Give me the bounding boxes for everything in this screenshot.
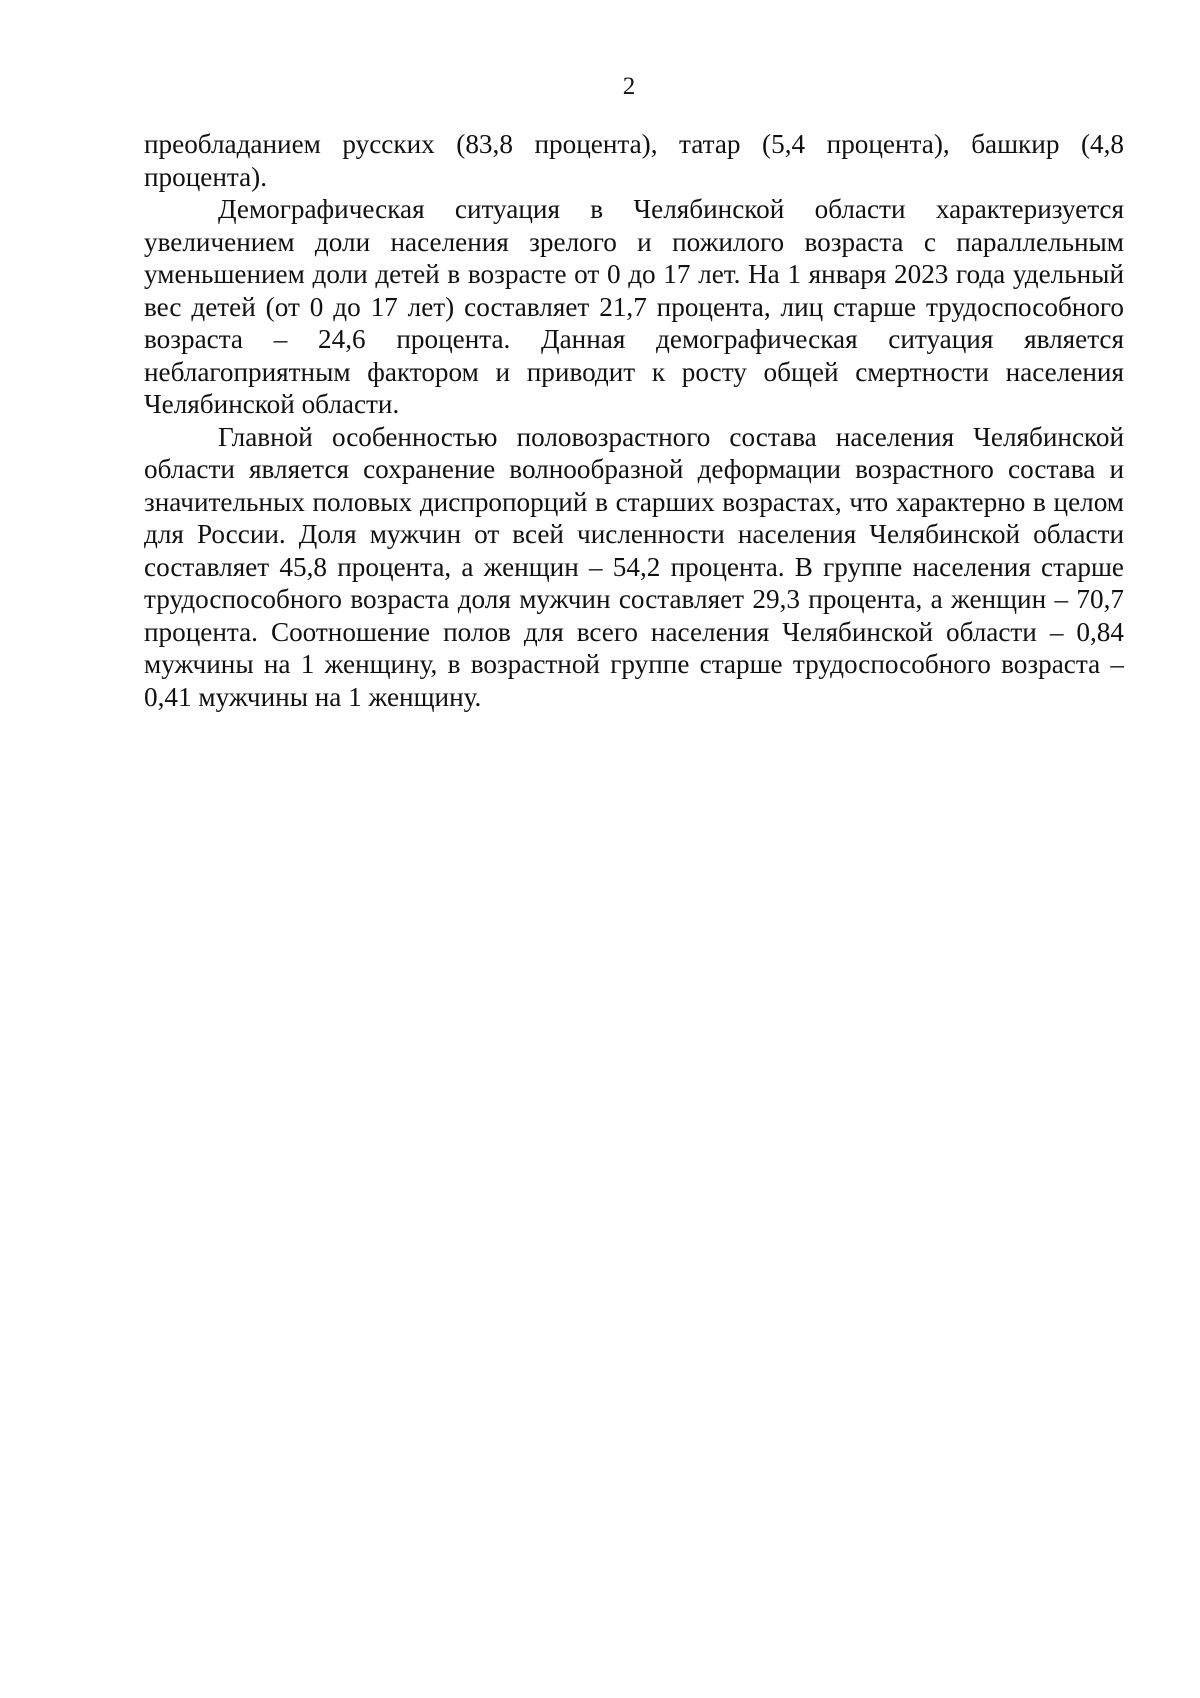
paragraph-ethnic-composition: преобладанием русских (83,8 процента), татар (5,4 процента), башкир (4,8 процента). [144, 129, 1124, 192]
paragraph-demographic-situation: Демографическая ситуация в Челябинской области характеризуется увеличением доли населения зрелого и пожилого возраста с параллельным уменьшением доли детей в возрасте от 0 до 17 лет. На 1 января 2023 года удельный вес детей (от 0 до 17 лет) составляет 21,7 процента, лиц старше трудоспособного возраста – 24,6 процента. Данная демографическая ситуация является неблагоприятным фактором и приводит к росту общей смертности населения Челябинской области. [144, 194, 1124, 419]
page-number: 2 [622, 73, 636, 100]
paragraph-sex-age-structure: Главной особенностью половозрастного состава населения Челябинской области является сохранение волнообразной деформации возрастного состава и значительных половых диспропорций в старших возрастах, что характерно в целом для России. Доля мужчин от всей численности населения Челябинской области составляет 45,8 процента, а женщин – 54,2 процента. В группе населения старше трудоспособного возраста доля мужчин составляет 29,3 процента, а женщин – 70,7 процента. Соотношение полов для всего населения Челябинской области – 0,84 мужчины на 1 женщину, в возрастной группе старше трудоспособного возраста – 0,41 мужчины на 1 женщину. [144, 421, 1124, 712]
document-body [144, 128, 1124, 713]
